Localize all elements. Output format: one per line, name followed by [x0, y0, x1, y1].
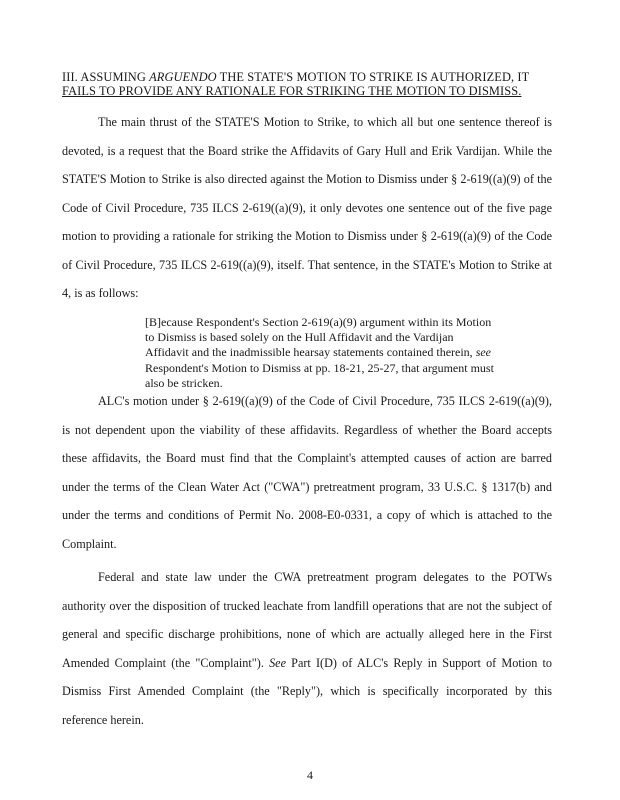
section-heading: [62, 70, 552, 98]
page-number: 4: [307, 768, 313, 782]
paragraph-1: The main thrust of the STATE'S Motion to Strike, to which all but one sentence thereof is devoted, is a request that the Board strike the Affidavits of Gary Hull and Erik Vardijan. While the STATE'S Motion to Strike is also directed against the Motion to Dismiss under § 2-619((a)(9) of the Code of Civil Procedure, 735 ILCS 2-619((a)(9), it only devotes one sentence out of the five page motion to providing a rationale for striking the Motion to Dismiss under § 2-619((a)(9) of the Code of Civil Procedure, 735 ILCS 2-619((a)(9), itself. That sentence, in the STATE's Motion to Strike at 4, is as follows:: [62, 115, 552, 300]
heading-prefix: III. ASSUMING: [62, 70, 150, 84]
heading-line2: FAILS TO PROVIDE ANY RATIONALE FOR STRIKING THE MOTION TO DISMISS.: [62, 84, 522, 98]
para3-see: See: [269, 655, 286, 670]
quote-see: see: [475, 345, 492, 360]
block-quote: [145, 315, 495, 391]
heading-rest: THE STATE'S MOTION TO STRIKE IS AUTHORIZED, IT: [216, 70, 530, 84]
quote-part1: [B]ecause Respondent's Section 2-619(a)(9) argument within its Motion to Dismiss is based solely on the Hull Affidavit and the Vardijan Affidavit and the inadmissible hearsay statements contained therein,: [145, 315, 492, 360]
heading-italic: ARGUENDO: [149, 70, 217, 84]
paragraph-3: [62, 563, 552, 734]
quote-part2: Respondent's Motion to Dismiss at pp. 18-21, 25-27, that argument must also be stricken.: [145, 360, 494, 390]
para3-part2: Part I(D) of ALC's Reply in Support of Motion to Dismiss First Amended Complaint (the "Reply"), which is specifically incorporated by this reference herein.: [62, 655, 552, 727]
para3-part1: Federal and state law under the CWA pretreatment program delegates to the POTWs authority over the disposition of trucked leachate from landfill operations that are not the subject of general and specific discharge prohibitions, none of which are actually alleged here in the First Amended Complaint (the "Complaint").: [62, 570, 552, 670]
paragraph-2: ALC's motion under § 2-619((a)(9) of the Code of Civil Procedure, 735 ILCS 2-619((a)(9), is not dependent upon the viability of these affidavits. Regardless of whether the Board accepts these affidavits, the Board must find that the Complaint's attempted causes of action are barred under the terms of the Clean Water Act ("CWA") pretreatment program, 33 U.S.C. § 1317(b) and under the terms and conditions of Permit No. 2008-E0-0331, a copy of which is attached to the Complaint.: [62, 394, 552, 551]
